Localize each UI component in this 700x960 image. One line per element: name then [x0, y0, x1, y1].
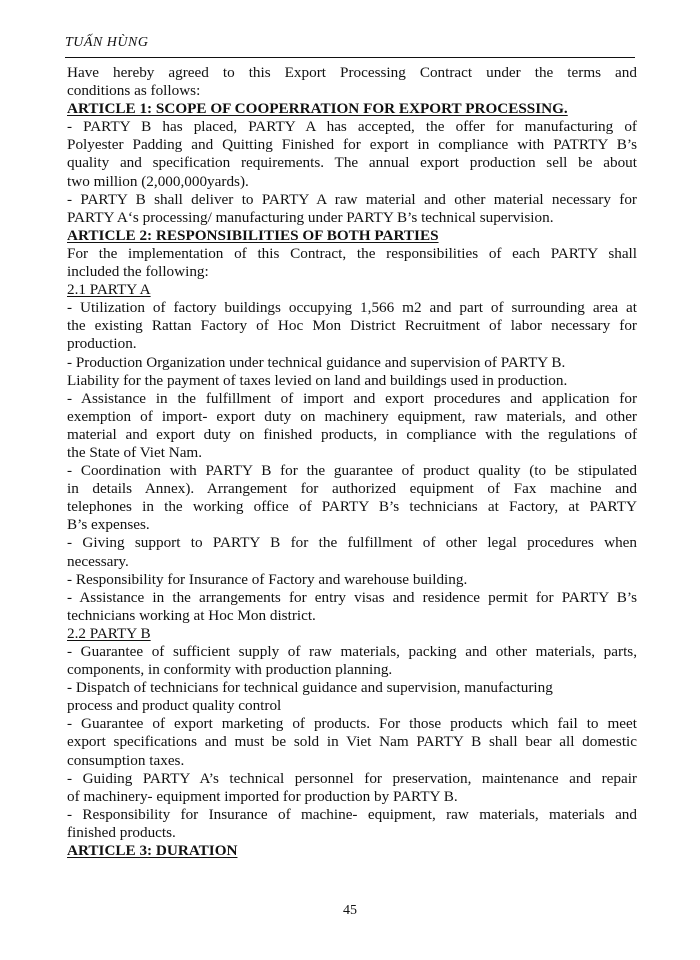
body-line: Liability for the payment of taxes levied on land and buildings used in production.	[67, 371, 568, 389]
body-line: B’s expenses.	[67, 516, 150, 534]
header-rule	[65, 57, 635, 58]
article-3-heading: ARTICLE 3: DURATION	[67, 842, 238, 860]
article-1-heading: ARTICLE 1: SCOPE OF COOPERRATION FOR EXPORT PROCESSING.	[67, 100, 568, 118]
body-line: Have hereby agreed to this Export Processing Contract under the terms and	[67, 64, 637, 81]
body-line: quality and specification requirements. The annual export production sell be about	[67, 154, 637, 172]
body-line: consumption taxes.	[67, 751, 185, 769]
article-2-heading: ARTICLE 2: RESPONSIBILITIES OF BOTH PARTIES	[67, 226, 439, 244]
body-line: - Guarantee of sufficient supply of raw materials, packing and other materials, parts,	[67, 643, 637, 660]
body-line: of machinery- equipment imported for production by PARTY B.	[67, 787, 458, 805]
body-line: the State of Viet Nam.	[67, 443, 203, 461]
page-number: 45	[343, 903, 357, 918]
section-2-1-heading: 2.1 PARTY A	[67, 281, 151, 299]
body-line: Polyester Padding and Quitting Finished for export in compliance with PATRTY B’s	[67, 136, 637, 154]
body-line: technicians working at Hoc Mon district.	[67, 606, 316, 624]
body-line: material and export duty on finished products, in compliance with the regulations of	[67, 425, 637, 443]
body-line: - PARTY B shall deliver to PARTY A raw material and other material necessary for	[67, 190, 637, 208]
contract-body	[67, 64, 637, 860]
body-line: included the following:	[67, 263, 209, 281]
body-line: - Responsibility for Insurance of Factory and warehouse building.	[67, 570, 468, 588]
body-line: - Coordination with PARTY B for the guarantee of product quality (to be stipulated	[67, 462, 637, 480]
body-line: components, in conformity with production planning.	[67, 661, 393, 679]
body-line: two million (2,000,000yards).	[67, 172, 249, 190]
body-line: production.	[67, 335, 137, 353]
author-header: TUẤN HÙNG	[65, 35, 149, 50]
body-line: conditions as follows:	[67, 82, 201, 100]
body-line: - Utilization of factory buildings occupying 1,566 m2 and part of surrounding area at	[67, 299, 637, 317]
body-line: the existing Rattan Factory of Hoc Mon District Recruitment of labor necessary for	[67, 317, 637, 335]
body-line: finished products.	[67, 823, 176, 841]
body-line: - Responsibility for Insurance of machine- equipment, raw materials, materials and	[67, 805, 637, 823]
body-line: export specifications and must be sold in Viet Nam PARTY B shall bear all domestic	[67, 733, 637, 751]
body-line: - Assistance in the arrangements for entry visas and residence permit for PARTY B’s	[67, 588, 637, 606]
body-line: - Guiding PARTY A’s technical personnel for preservation, maintenance and repair	[67, 769, 637, 787]
body-line: - PARTY B has placed, PARTY A has accepted, the offer for manufacturing of	[67, 118, 637, 136]
body-line: - Giving support to PARTY B for the fulfillment of other legal procedures when	[67, 534, 637, 552]
body-line: - Production Organization under technical guidance and supervision of PARTY B.	[67, 353, 566, 371]
section-2-2-heading: 2.2 PARTY B	[67, 624, 151, 642]
body-line: telephones in the working office of PARTY B’s technicians at Factory, at PARTY	[67, 498, 637, 516]
body-line: necessary.	[67, 552, 129, 570]
body-line: For the implementation of this Contract, the responsibilities of each PARTY shall	[67, 244, 637, 262]
body-line: exemption of import- export duty on machinery equipment, raw materials, and other	[67, 407, 637, 425]
body-line: process and product quality control	[67, 697, 282, 715]
body-line: in details Annex). Arrangement for authorized equipment of Fax machine and	[67, 480, 637, 498]
body-line: - Dispatch of technicians for technical guidance and supervision, manufacturing	[67, 679, 553, 697]
body-line: - Guarantee of export marketing of products. For those products which fail to meet	[67, 715, 637, 733]
body-line: PARTY A‘s processing/ manufacturing under PARTY B’s technical supervision.	[67, 208, 554, 226]
body-line: - Assistance in the fulfillment of import and export procedures and application for	[67, 389, 637, 407]
